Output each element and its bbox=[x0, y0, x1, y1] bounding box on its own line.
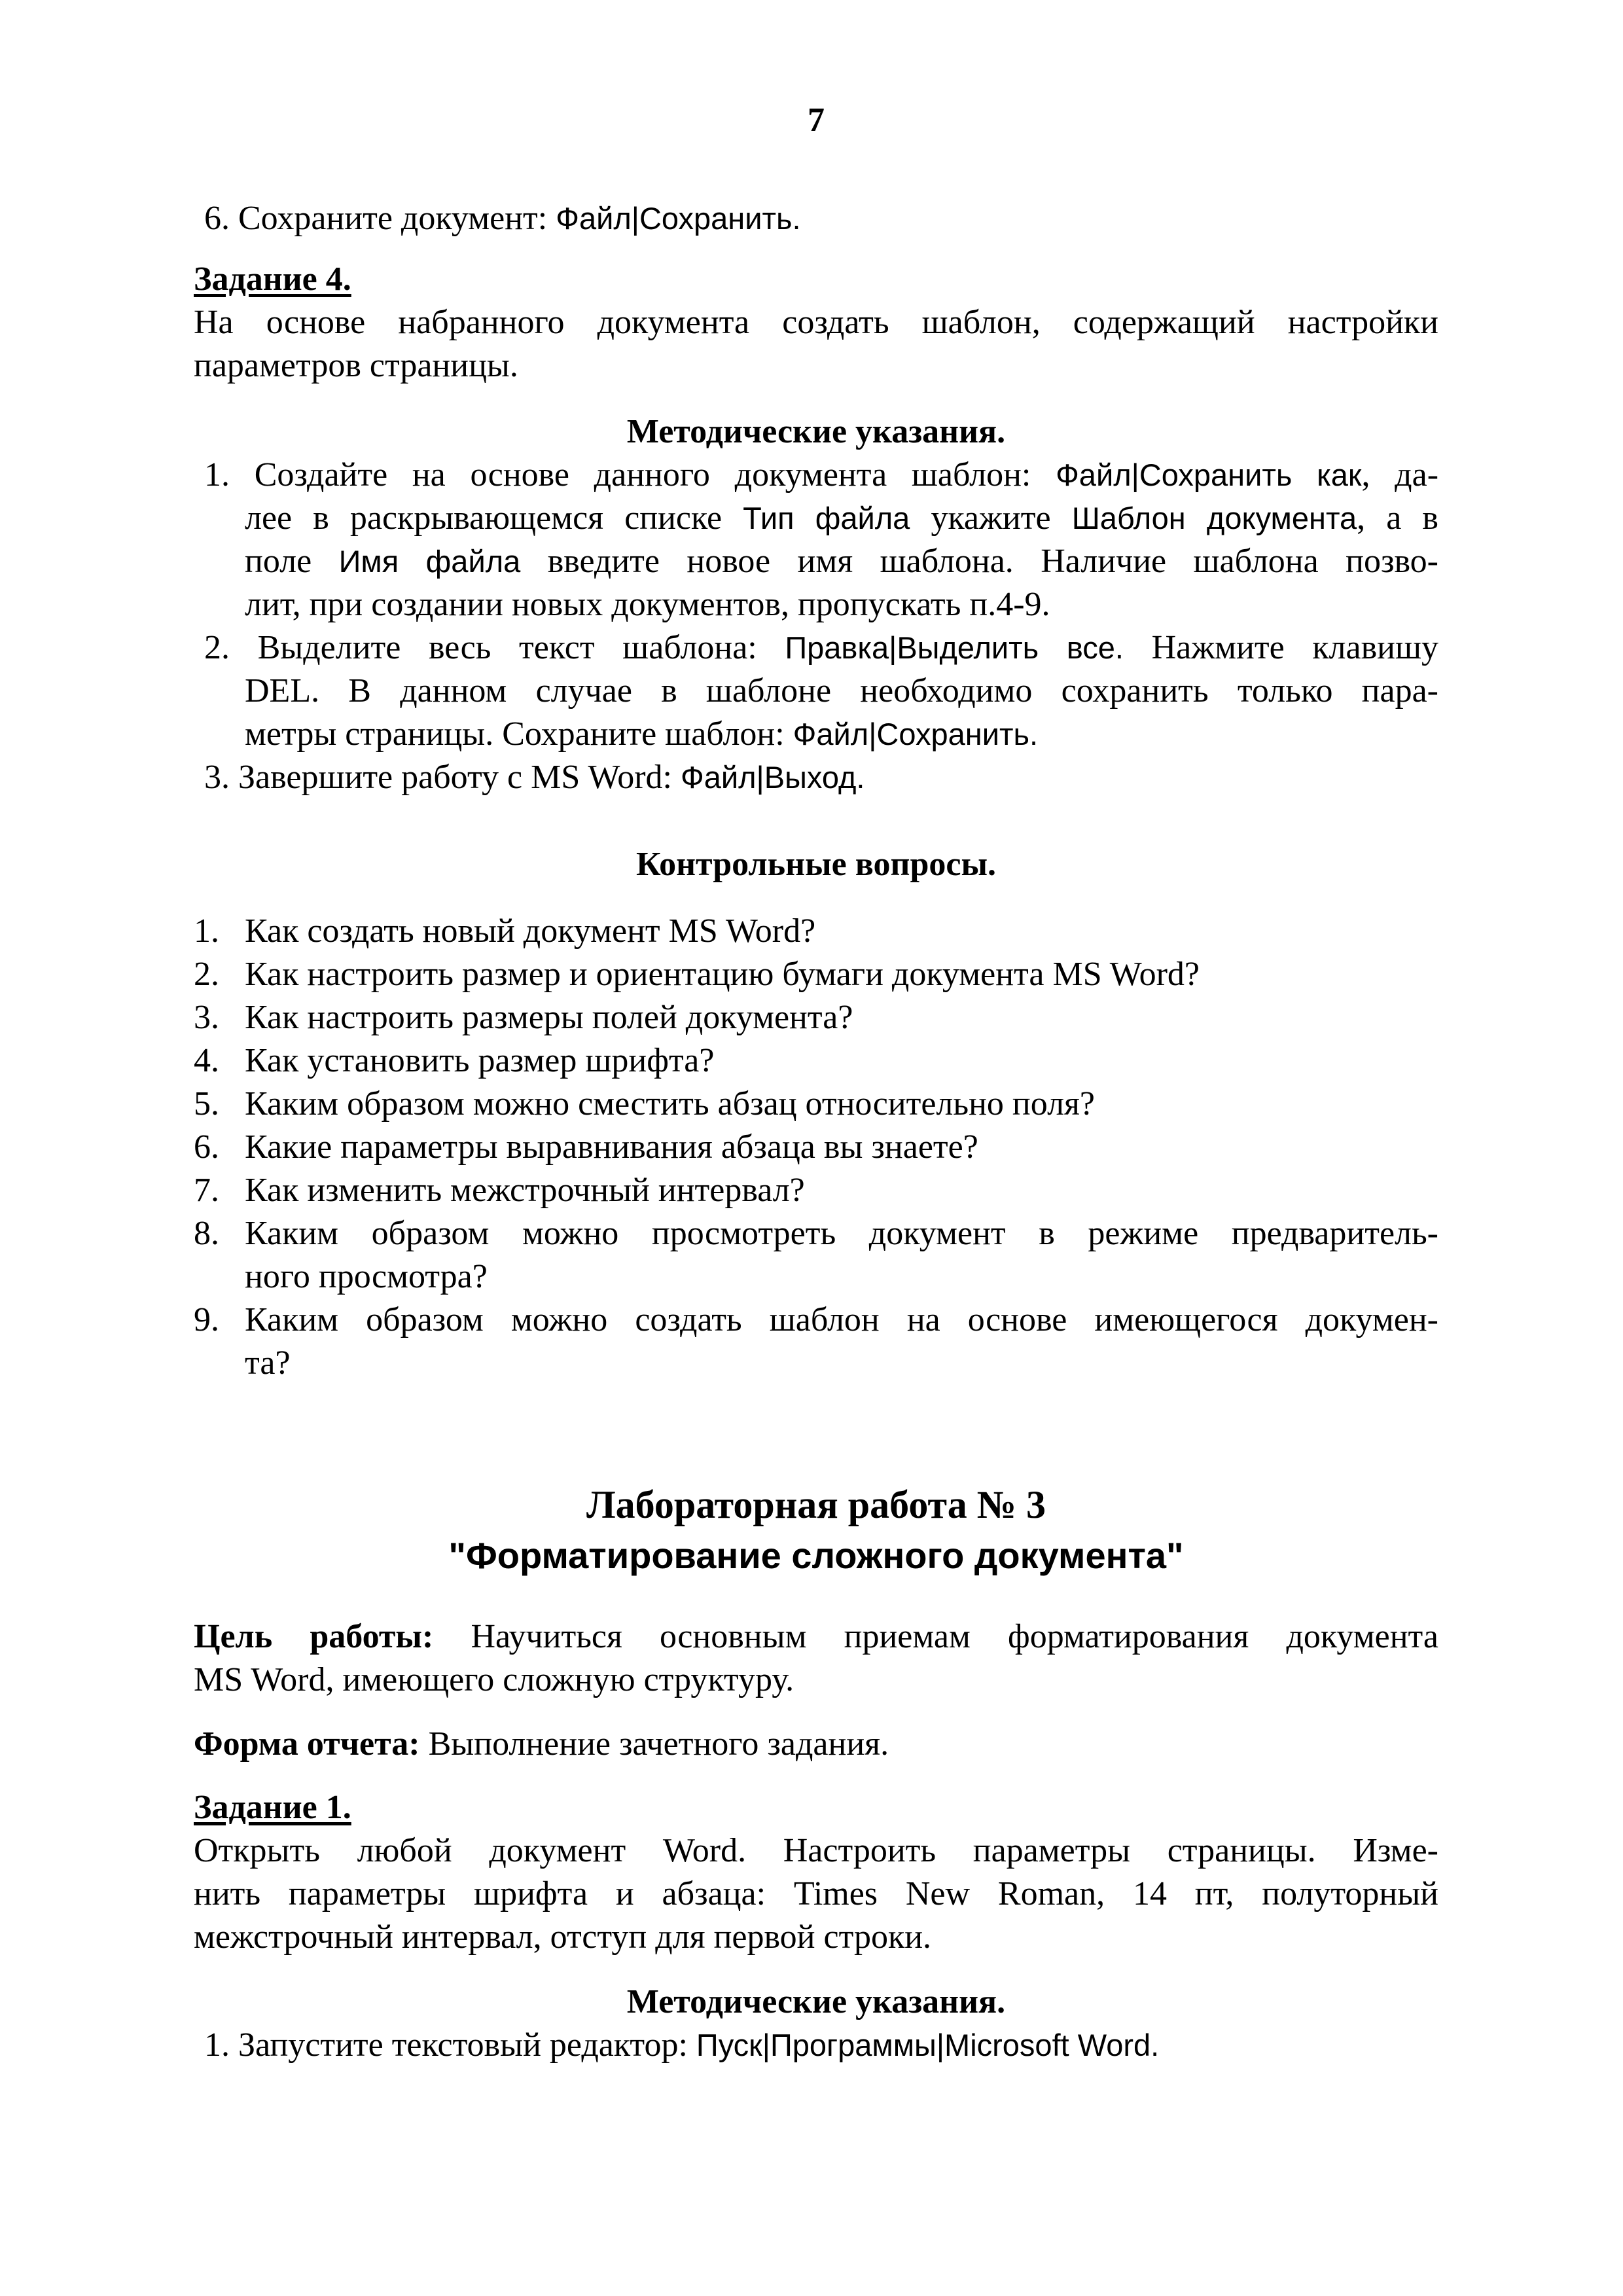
question-7: Как изменить межстрочный интервал? bbox=[245, 1172, 805, 1209]
question-5-number: 5. bbox=[194, 1085, 219, 1122]
question-9-line-1: Каким образом можно создать шаблон на основе имеющегося докумен- bbox=[245, 1301, 1438, 1338]
menu-command: Шаблон документа bbox=[1071, 501, 1357, 535]
question-7-number: 7. bbox=[194, 1172, 219, 1209]
task-1-line-1: Открыть любой документ Word. Настроить параметры страницы. Изме- bbox=[194, 1832, 1438, 1869]
question-6-number: 6. bbox=[194, 1128, 219, 1166]
guidelines-title: Методические указания. bbox=[626, 413, 1006, 450]
question-3: Как настроить размеры полей документа? bbox=[245, 999, 853, 1036]
page-number: 7 bbox=[808, 101, 825, 139]
question-5: Каким образом можно сместить абзац относительно поля? bbox=[245, 1085, 1096, 1122]
menu-command: Файл|Выход. bbox=[681, 760, 865, 795]
menu-command: Имя файла bbox=[338, 544, 521, 579]
task-4-line-2: параметров страницы. bbox=[194, 347, 518, 384]
guide-item-2-line-3: метры страницы. Сохраните шаблон: Файл|Сохранить. bbox=[245, 715, 1039, 753]
lab-title: Лабораторная работа № 3 bbox=[586, 1483, 1046, 1526]
guide-item-1-line-4: лит, при создании новых документов, пропускать п.4-9. bbox=[245, 586, 1050, 623]
question-8-line-1: Каким образом можно просмотреть документ в режиме предваритель- bbox=[245, 1215, 1438, 1252]
task-1-line-3: межстрочный интервал, отступ для первой строки. bbox=[194, 1918, 932, 1956]
task-1-line-2: нить параметры шрифта и абзаца: Times New Roman, 14 пт, полуторный bbox=[194, 1875, 1438, 1912]
question-6: Какие параметры выравнивания абзаца вы знаете? bbox=[245, 1128, 978, 1166]
guide-item-2-line-2: DEL. В данном случае в шаблоне необходимо сохранить только пара- bbox=[245, 672, 1438, 709]
question-1: Как создать новый документ MS Word? bbox=[245, 912, 816, 950]
questions-title: Контрольные вопросы. bbox=[635, 846, 997, 883]
step-6-line: 6. Сохраните документ: Файл|Сохранить. bbox=[204, 200, 801, 237]
menu-command: Правка|Выделить все. bbox=[785, 630, 1124, 665]
report-line: Форма отчета: Выполнение зачетного задания. bbox=[194, 1725, 889, 1763]
menu-command: Файл|Сохранить как bbox=[1056, 457, 1362, 492]
report-label: Форма отчета: bbox=[194, 1725, 420, 1763]
menu-command: Файл|Сохранить. bbox=[793, 717, 1039, 751]
guide-item-3: 3. Завершите работу с MS Word: Файл|Выход. bbox=[204, 759, 865, 796]
question-9-number: 9. bbox=[194, 1301, 219, 1338]
menu-command: Файл|Сохранить. bbox=[556, 201, 801, 236]
goal-line-2: MS Word, имеющего сложную структуру. bbox=[194, 1661, 794, 1698]
menu-command: Тип файла bbox=[743, 501, 910, 535]
question-8-number: 8. bbox=[194, 1215, 219, 1252]
question-2-number: 2. bbox=[194, 956, 219, 993]
guide-item-1-line-3: поле Имя файла введите новое имя шаблона. Наличие шаблона позво- bbox=[245, 543, 1439, 580]
lab-subtitle: "Форматирование сложного документа" bbox=[448, 1535, 1184, 1576]
question-9-line-2: та? bbox=[245, 1344, 291, 1382]
guide-item-1-line-1: 1. Создайте на основе данного документа шаблон: Файл|Сохранить как, да- bbox=[204, 456, 1439, 493]
guide-item-1-line-2: лее в раскрывающемся списке Тип файла укажите Шаблон документа, а в bbox=[245, 499, 1438, 537]
question-2: Как настроить размер и ориентацию бумаги документа MS Word? bbox=[245, 956, 1200, 993]
task-4-line-1: На основе набранного документа создать шаблон, содержащий настройки bbox=[194, 304, 1438, 341]
goal-line-1: Цель работы: Научиться основным приемам форматирования документа bbox=[194, 1618, 1438, 1655]
task-4-title: Задание 4. bbox=[194, 260, 351, 298]
goal-label: Цель работы: bbox=[194, 1618, 434, 1655]
menu-command: Пуск|Программы|Microsoft Word. bbox=[696, 2028, 1160, 2062]
question-4-number: 4. bbox=[194, 1042, 219, 1079]
question-4: Как установить размер шрифта? bbox=[245, 1042, 715, 1079]
guidelines-2-title: Методические указания. bbox=[626, 1983, 1006, 2020]
guide-2-item-1: 1. Запустите текстовый редактор: Пуск|Программы|Microsoft Word. bbox=[204, 2026, 1160, 2064]
question-8-line-2: ного просмотра? bbox=[245, 1258, 488, 1295]
task-1-title: Задание 1. bbox=[194, 1789, 351, 1826]
question-3-number: 3. bbox=[194, 999, 219, 1036]
guide-item-2-line-1: 2. Выделите весь текст шаблона: Правка|Выделить все. Нажмите клавишу bbox=[204, 629, 1438, 666]
question-1-number: 1. bbox=[194, 912, 219, 950]
